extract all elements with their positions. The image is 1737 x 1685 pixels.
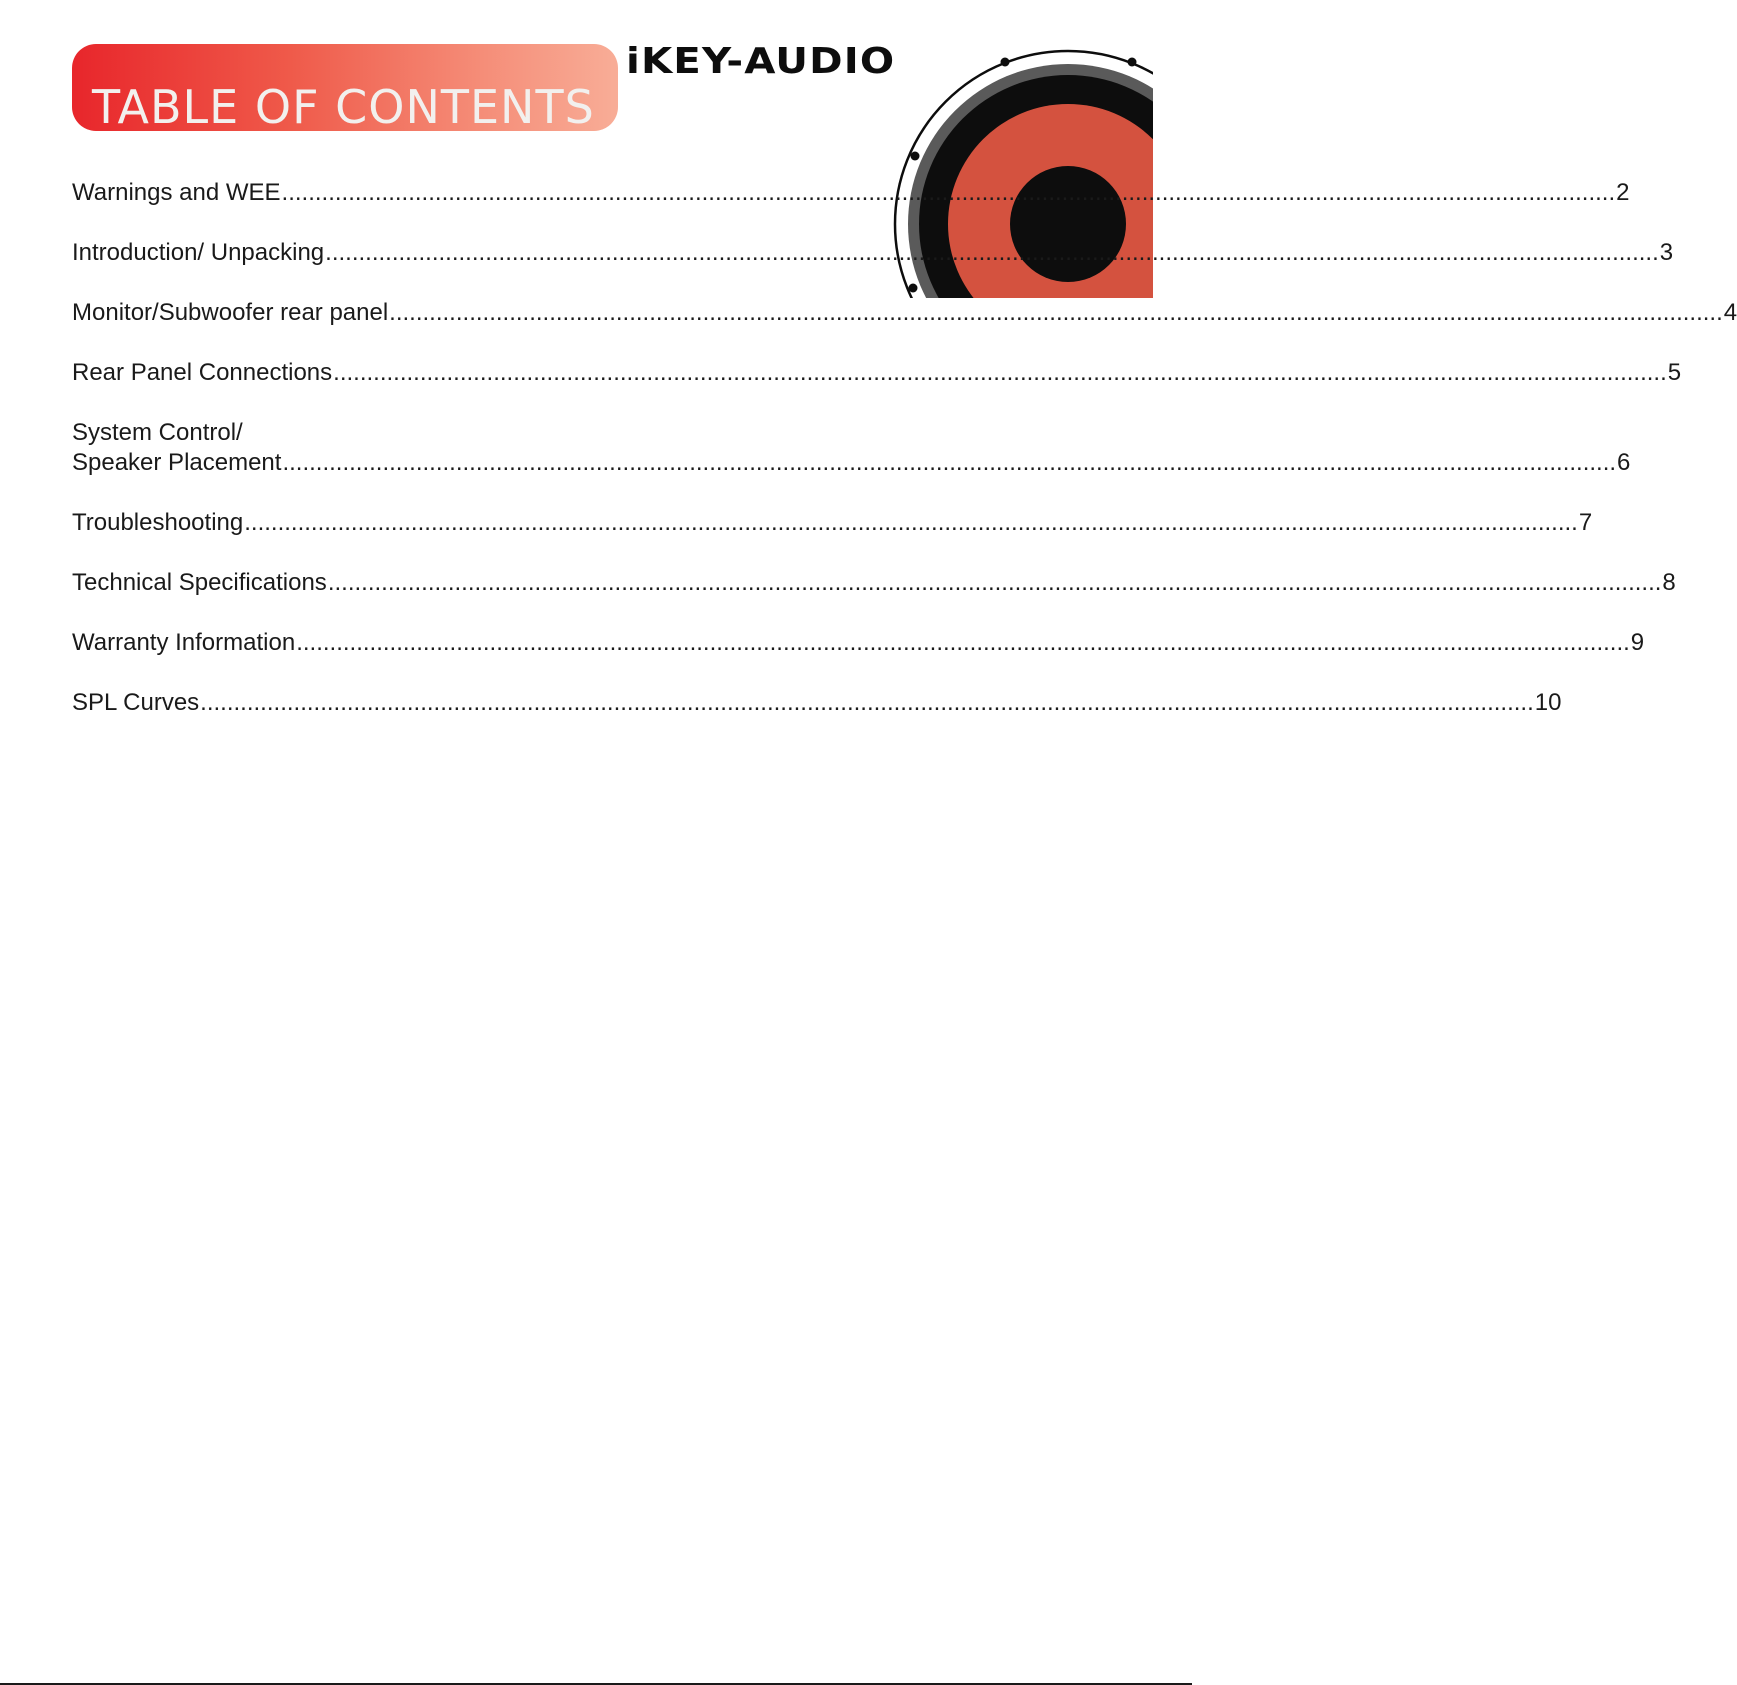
toc-entry-label: Rear Panel Connections bbox=[72, 359, 333, 386]
toc-entry-label: Technical Specifications bbox=[72, 569, 327, 596]
toc-entry-label: Monitor/Subwoofer rear panel bbox=[72, 299, 389, 326]
toc-entry-page: 7 bbox=[1578, 509, 1593, 536]
toc-entry-page: 3 bbox=[1659, 239, 1674, 266]
dot-leader: ........................................................................................................................................................................................................ bbox=[296, 629, 1630, 656]
toc-entry-warranty[interactable] bbox=[72, 628, 1645, 658]
toc-entry-label: Troubleshooting bbox=[72, 509, 244, 536]
toc-entry-rear-panel[interactable] bbox=[72, 298, 1737, 328]
toc-entry-page: 6 bbox=[1617, 449, 1631, 476]
toc-entry-troubleshooting[interactable] bbox=[72, 508, 1593, 538]
toc-entry-page: 10 bbox=[1534, 689, 1562, 716]
toc-entry-spl-curves[interactable] bbox=[72, 688, 1562, 718]
dot-leader: ........................................................................................................................................................................................................ bbox=[244, 509, 1578, 536]
toc-entry-connections[interactable] bbox=[72, 358, 1682, 388]
dot-leader: ........................................................................................................................................................................................................ bbox=[200, 689, 1534, 716]
speaker-screw bbox=[1001, 58, 1010, 67]
speaker-screw bbox=[911, 152, 920, 161]
toc-entry-label: Introduction/ Unpacking bbox=[72, 239, 325, 266]
toc-entry-label: Warranty Information bbox=[72, 629, 296, 656]
dot-leader: ........................................................................................................................................................................................................ bbox=[333, 359, 1667, 386]
toc-entry-page: 2 bbox=[1616, 179, 1630, 206]
toc-entry-page: 4 bbox=[1723, 299, 1737, 326]
toc-entry-page: 5 bbox=[1667, 359, 1682, 386]
brand-logo: iKEY-AUDIO bbox=[626, 41, 896, 82]
page-title: TABLE OF CONTENTS bbox=[92, 80, 595, 134]
speaker-screw bbox=[1128, 58, 1137, 67]
toc-entry-label: SPL Curves bbox=[72, 689, 200, 716]
dot-leader: ........................................................................................................................................................................................................ bbox=[281, 179, 1616, 206]
dot-leader: ........................................................................................................................................................................................................ bbox=[325, 239, 1659, 266]
toc-entry-system-control[interactable] bbox=[72, 418, 1631, 478]
speaker-screw bbox=[909, 284, 918, 293]
dot-leader: ........................................................................................................................................................................................................ bbox=[327, 569, 1662, 596]
dot-leader: ........................................................................................................................................................................................................ bbox=[389, 299, 1723, 326]
toc-entry-label-line1: System Control/ bbox=[72, 419, 243, 446]
toc-entry-introduction[interactable] bbox=[72, 238, 1674, 268]
toc-entry-warnings[interactable] bbox=[72, 178, 1630, 208]
title-banner bbox=[72, 44, 618, 134]
toc-entry-specifications[interactable] bbox=[72, 568, 1676, 598]
dot-leader: ........................................................................................................................................................................................................ bbox=[282, 449, 1617, 476]
toc-entry-label: Speaker Placement bbox=[72, 449, 282, 476]
toc-entry-page: 9 bbox=[1630, 629, 1645, 656]
toc-entry-page: 8 bbox=[1662, 569, 1676, 596]
toc-entry-label: Warnings and WEE bbox=[72, 179, 281, 206]
